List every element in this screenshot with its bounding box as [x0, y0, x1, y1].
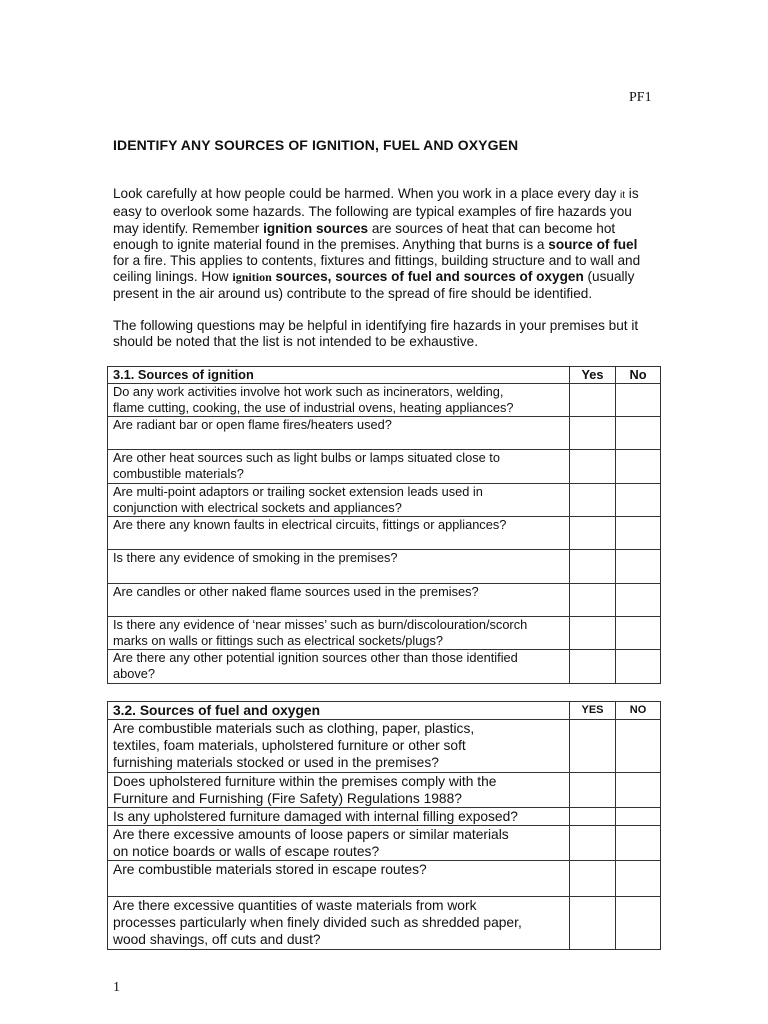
- question-text: Are there any other potential ignition sources other than those identified above?: [108, 650, 570, 684]
- table-row: [108, 826, 661, 861]
- no-checkbox-cell[interactable]: [616, 897, 661, 950]
- question-text: Is there any evidence of ‘near misses’ such as burn/discolouration/scorch marks on walls or fittings such as electrical sockets/plugs?: [108, 617, 570, 650]
- ignition-section-title: 3.1. Sources of ignition: [108, 367, 570, 384]
- yes-checkbox-cell[interactable]: [570, 517, 616, 550]
- table-row: [108, 450, 661, 484]
- question-text: Do any work activities involve hot work such as incinerators, welding, flame cutting, cooking, the use of industrial ovens, heating appliances?: [108, 384, 570, 417]
- no-checkbox-cell[interactable]: [616, 517, 661, 550]
- yes-checkbox-cell[interactable]: [570, 720, 616, 773]
- guidance-paragraph: The following questions may be helpful in identifying fire hazards in your premises but it should be noted that the list is not intended to be exhaustive.: [113, 318, 639, 350]
- yes-checkbox-cell[interactable]: [570, 861, 616, 897]
- table-row: [108, 417, 661, 450]
- no-checkbox-cell[interactable]: [616, 650, 661, 684]
- yes-checkbox-cell[interactable]: [570, 450, 616, 484]
- table-row: [108, 808, 661, 826]
- no-checkbox-cell[interactable]: [616, 720, 661, 773]
- question-text: Are combustible materials such as clothing, paper, plastics, textiles, foam materials, upholstered furniture or other soft furnishing materials stocked or used in the premises?: [108, 720, 570, 773]
- fuel-section-title: 3.2. Sources of fuel and oxygen: [108, 702, 570, 720]
- ignition-sources-table: [107, 366, 661, 684]
- no-checkbox-cell[interactable]: [616, 617, 661, 650]
- question-text: Are there excessive quantities of waste materials from work processes particularly when finely divided such as shredded paper, wood shavings, off cuts and dust?: [108, 897, 570, 950]
- no-checkbox-cell[interactable]: [616, 826, 661, 861]
- no-checkbox-cell[interactable]: [616, 861, 661, 897]
- yes-checkbox-cell[interactable]: [570, 617, 616, 650]
- intro-paragraph: Look carefully at how people could be harmed. When you work in a place every day it is easy to overlook some hazards. The following are typical examples of fire hazards you may identify. Remember ignition sources are sources of heat that can become hot enough to ignite material found in the premises. Anything that burns is a source of fuel for a fire. This applies to contents, fixtures and fittings, building structure and to wall and ceiling linings. How ignition sources, sources of fuel and sources of oxygen (usually present in the air around us) contribute to the spread of fire should be identified.: [113, 186, 641, 301]
- table-row: [108, 650, 661, 684]
- question-text: Are there excessive amounts of loose papers or similar materials on notice boards or walls of escape routes?: [108, 826, 570, 861]
- no-checkbox-cell[interactable]: [616, 550, 661, 584]
- question-text: Are other heat sources such as light bulbs or lamps situated close to combustible materials?: [108, 450, 570, 484]
- no-checkbox-cell[interactable]: [616, 808, 661, 826]
- question-text: Is there any evidence of smoking in the premises?: [108, 550, 570, 584]
- yes-checkbox-cell[interactable]: [570, 417, 616, 450]
- table-row: [108, 584, 661, 617]
- question-text: Does upholstered furniture within the premises comply with the Furniture and Furnishing (Fire Safety) Regulations 1988?: [108, 773, 570, 808]
- table-row: [108, 773, 661, 808]
- no-checkbox-cell[interactable]: [616, 484, 661, 517]
- table-row: [108, 861, 661, 897]
- page-number: 1: [113, 980, 120, 995]
- no-checkbox-cell[interactable]: [616, 384, 661, 417]
- yes-checkbox-cell[interactable]: [570, 808, 616, 826]
- fuel-oxygen-table: [107, 701, 661, 950]
- no-checkbox-cell[interactable]: [616, 773, 661, 808]
- table-row: [108, 897, 661, 950]
- yes-header: YES: [570, 702, 616, 720]
- table-row: [108, 617, 661, 650]
- no-header: No: [616, 367, 661, 384]
- no-checkbox-cell[interactable]: [616, 450, 661, 484]
- yes-header: Yes: [570, 367, 616, 384]
- no-checkbox-cell[interactable]: [616, 417, 661, 450]
- question-text: Are radiant bar or open flame fires/heaters used?: [108, 417, 570, 450]
- no-header: NO: [616, 702, 661, 720]
- page-heading: IDENTIFY ANY SOURCES OF IGNITION, FUEL AND OXYGEN: [113, 137, 519, 153]
- question-text: Is any upholstered furniture damaged with internal filling exposed?: [108, 808, 570, 826]
- page-tag: PF1: [629, 90, 652, 105]
- table-row: [108, 484, 661, 517]
- table-row: [108, 517, 661, 550]
- yes-checkbox-cell[interactable]: [570, 550, 616, 584]
- yes-checkbox-cell[interactable]: [570, 826, 616, 861]
- no-checkbox-cell[interactable]: [616, 584, 661, 617]
- question-text: Are candles or other naked flame sources used in the premises?: [108, 584, 570, 617]
- yes-checkbox-cell[interactable]: [570, 897, 616, 950]
- yes-checkbox-cell[interactable]: [570, 773, 616, 808]
- yes-checkbox-cell[interactable]: [570, 584, 616, 617]
- question-text: Are combustible materials stored in escape routes?: [108, 861, 570, 897]
- table-row: [108, 720, 661, 773]
- table-row: [108, 384, 661, 417]
- yes-checkbox-cell[interactable]: [570, 384, 616, 417]
- question-text: Are multi-point adaptors or trailing socket extension leads used in conjunction with electrical sockets and appliances?: [108, 484, 570, 517]
- yes-checkbox-cell[interactable]: [570, 484, 616, 517]
- yes-checkbox-cell[interactable]: [570, 650, 616, 684]
- question-text: Are there any known faults in electrical circuits, fittings or appliances?: [108, 517, 570, 550]
- table-row: [108, 550, 661, 584]
